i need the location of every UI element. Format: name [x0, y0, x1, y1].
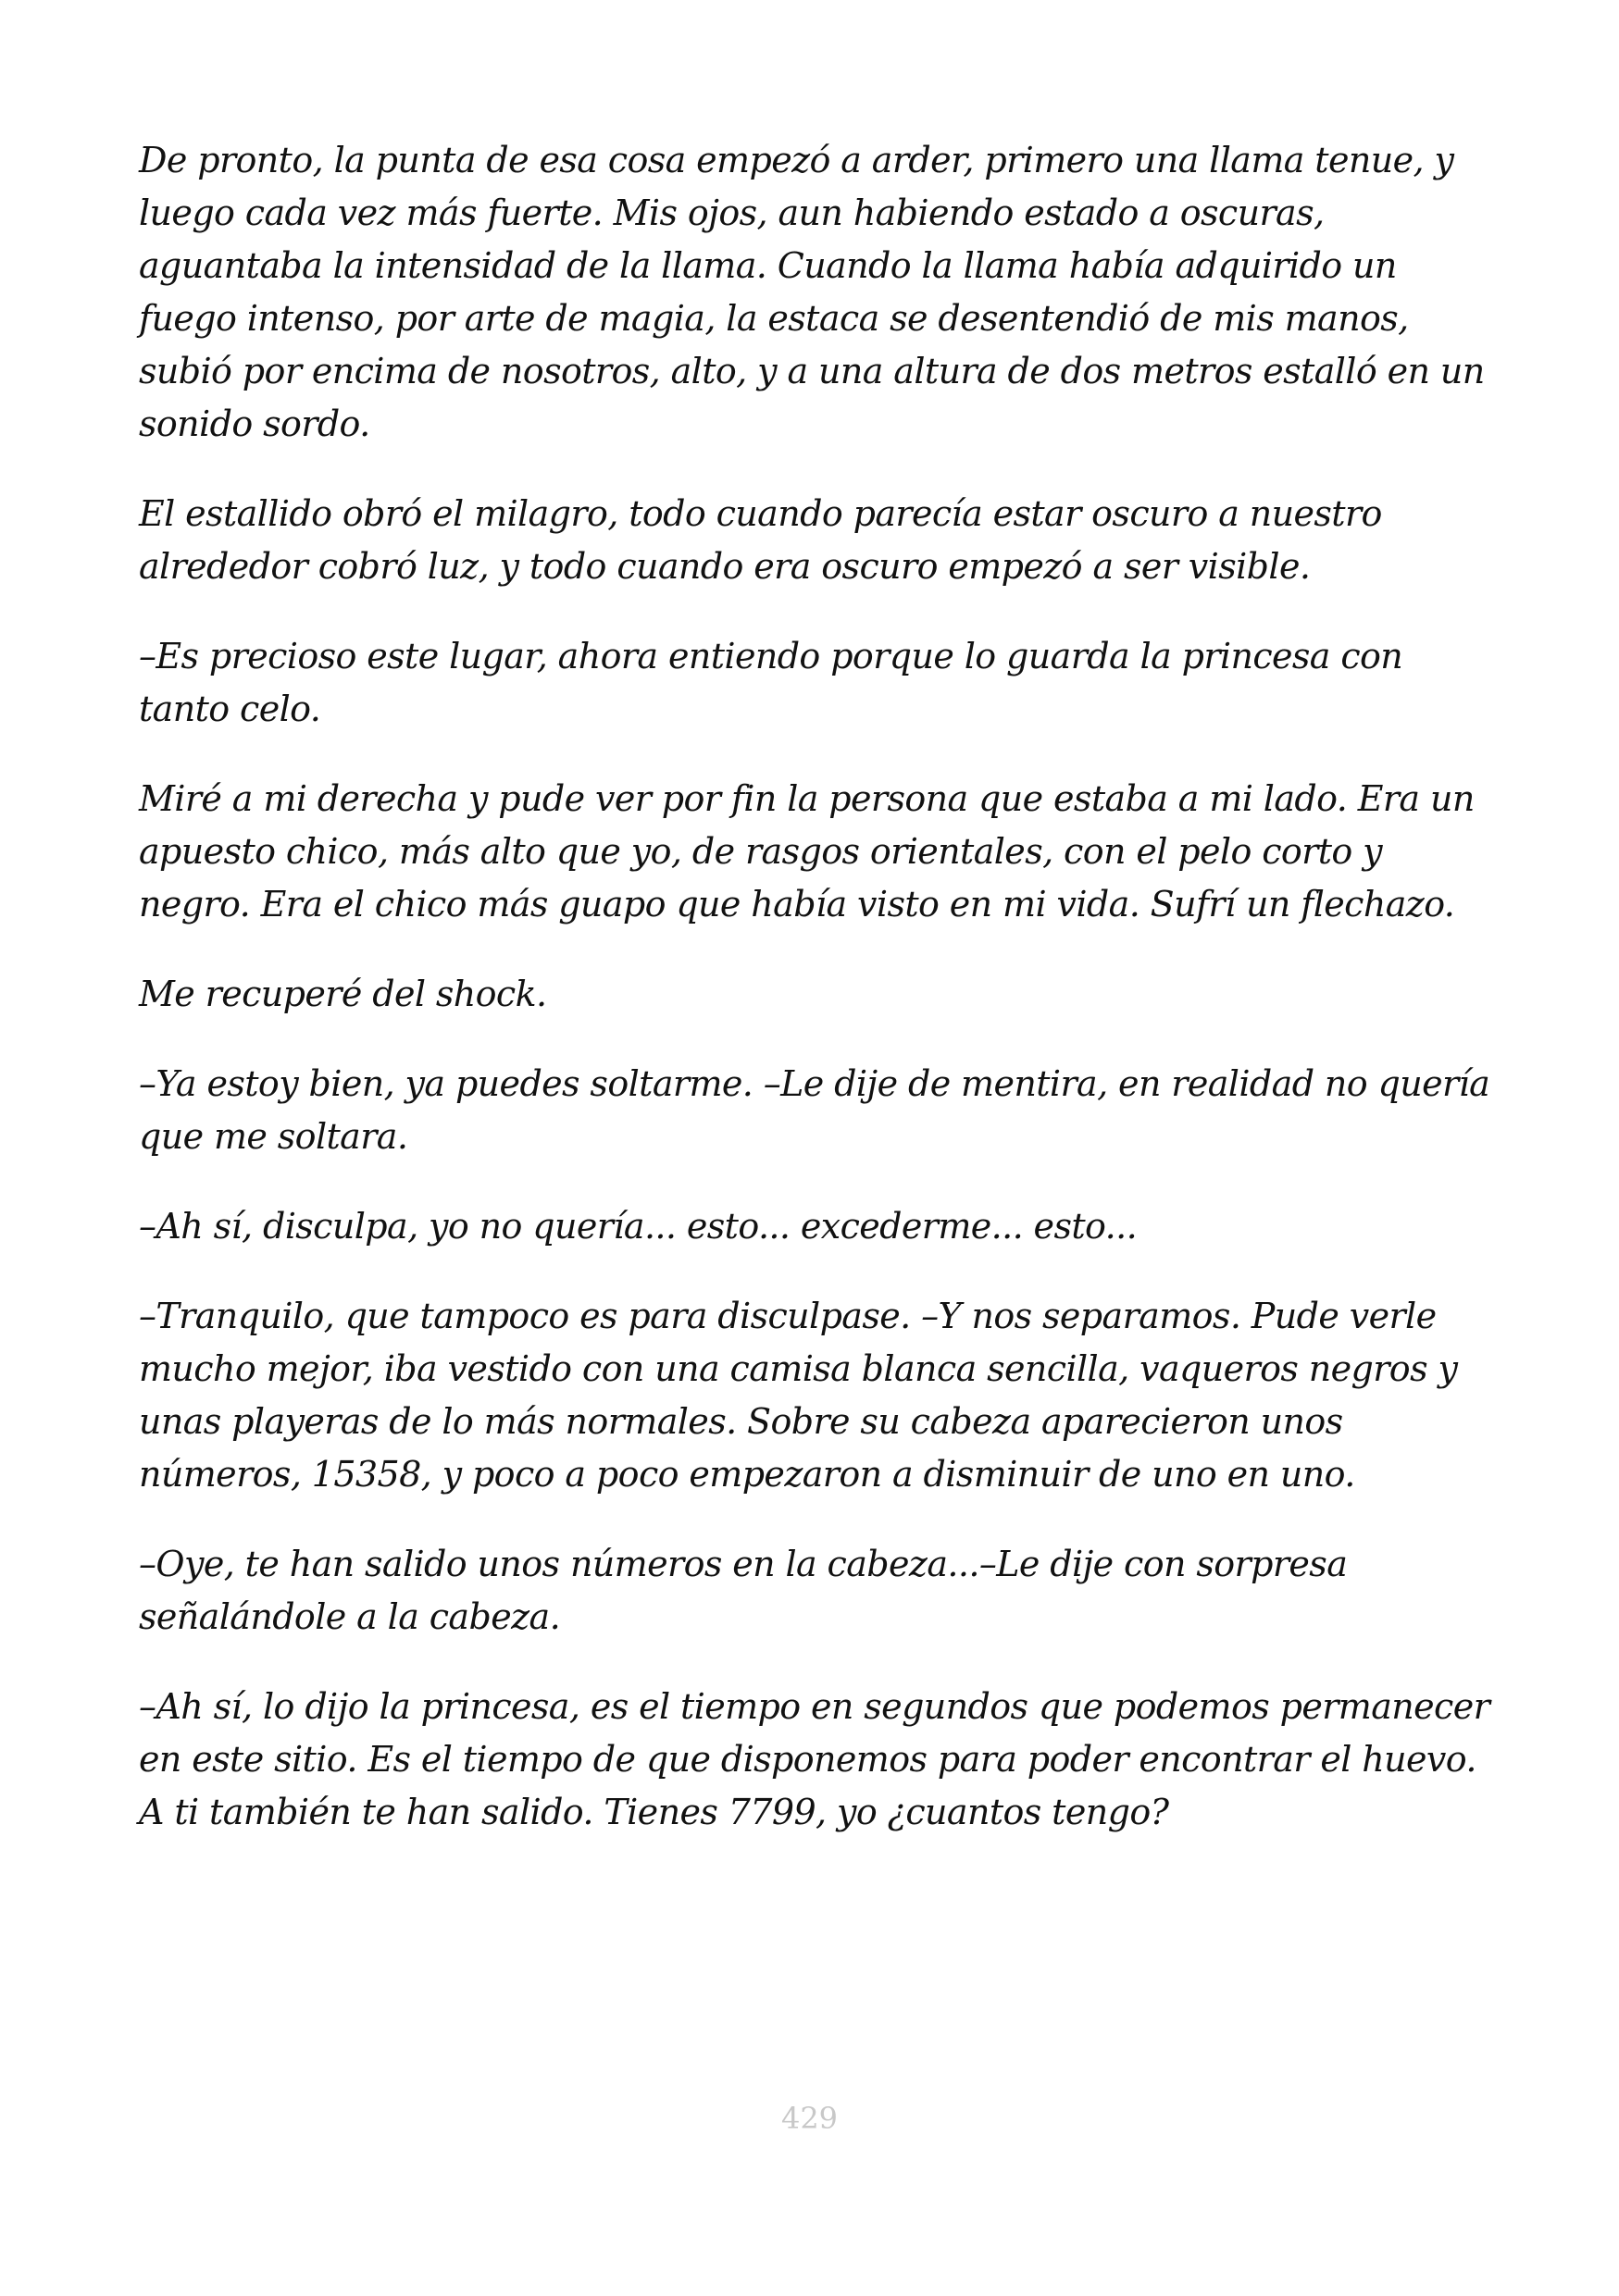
- paragraph-7: –Ah sí, disculpa, yo no quería... esto... excederme... esto...: [139, 1206, 1138, 1247]
- paragraph-4: Miré a mi derecha y pude ver por fin la persona que estaba a mi lado. Era un apuesto chico, más alto que yo, de rasgos orientales, con el pelo corto y negro. Era el chico más guapo que había visto en mi vida. Sufrí un flechazo.: [139, 778, 1475, 925]
- paragraph-8: –Tranquilo, que tampoco es para disculpase. –Y nos separamos. Pude verle mucho mejor, iba vestido con una camisa blanca sencilla, vaqueros negros y unas playeras de lo más normales. Sobre su cabeza aparecieron unos números, 15358, y poco a poco empezaron a disminuir de uno en uno.: [139, 1296, 1458, 1495]
- paragraph-1: De pronto, la punta de esa cosa empezó a arder, primero una llama tenue, y luego cada vez más fuerte. Mis ojos, aun habiendo estado a oscuras, aguantaba la intensidad de la llama. Cuando la llama había adquirido un fuego intenso, por arte de magia, la estaca se desentendió de mis manos, subió por encima de nosotros, alto, y a una altura de dos metros estalló en un sonido sordo.: [139, 140, 1485, 444]
- paragraph-3: –Es precioso este lugar, ahora entiendo porque lo guarda la princesa con tanto celo.: [139, 636, 1403, 729]
- page-number: 429: [780, 2101, 839, 2136]
- body-text: [139, 134, 1500, 1876]
- paragraph-2: El estallido obró el milagro, todo cuando parecía estar oscuro a nuestro alrededor cobró luz, y todo cuando era oscuro empezó a ser visible.: [139, 493, 1382, 587]
- paragraph-5: Me recuperé del shock.: [139, 974, 547, 1014]
- paragraph-10: –Ah sí, lo dijo la princesa, es el tiempo en segundos que podemos permanecer en este sitio. Es el tiempo de que disponemos para poder encontrar el huevo. A ti también te han salido. Tienes 7799, yo ¿cuantos tengo?: [139, 1686, 1490, 1832]
- paragraph-6: –Ya estoy bien, ya puedes soltarme. –Le dije de mentira, en realidad no quería que me soltara.: [139, 1063, 1490, 1157]
- paragraph-9: –Oye, te han salido unos números en la cabeza...–Le dije con sorpresa señalándole a la cabeza.: [139, 1544, 1348, 1637]
